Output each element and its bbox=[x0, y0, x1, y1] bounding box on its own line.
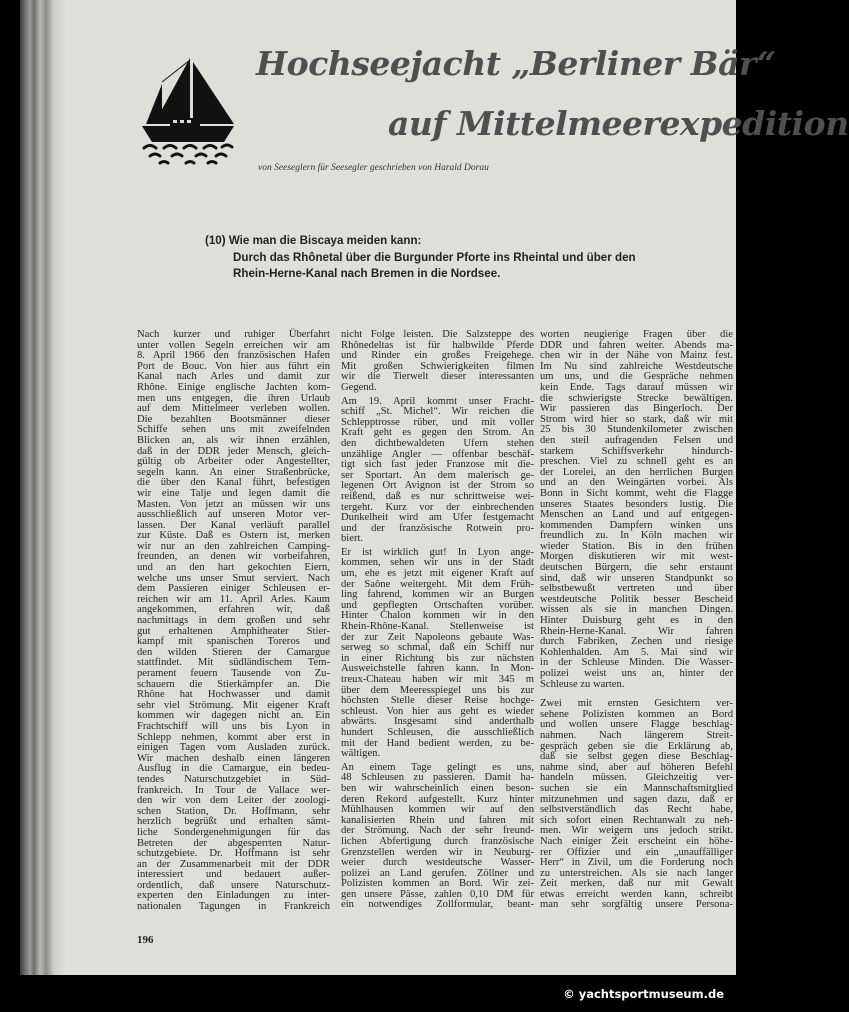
text-line: worten neugierige Fragen über die bbox=[540, 329, 733, 340]
text-line: reichen wir am 11. April Arles. Kaum bbox=[137, 593, 330, 605]
article-title-line-2: auf Mittelmeerexpedition bbox=[388, 104, 849, 143]
text-line: ben wir wahrscheinlich einen beson- bbox=[341, 782, 534, 794]
sailing-ship-icon bbox=[140, 52, 235, 164]
text-line: ausschließlich auf unseren Motor ver- bbox=[137, 509, 330, 521]
text-line: den wilden Stieren der Camargue bbox=[137, 646, 330, 658]
text-line: Dunkelheit wird am Ufer festgemacht bbox=[341, 512, 534, 524]
text-line: kommen wir dagegen nicht an. Ein bbox=[137, 710, 330, 722]
text-line: segeln kann. An einer Straßenbrücke, bbox=[137, 466, 330, 478]
text-line: weier durch westdeutsche Wasser- bbox=[341, 857, 534, 869]
text-line: und wollen unsere Flagge beschlag- bbox=[540, 719, 733, 731]
text-line: Betreten der abgesperrten Natur- bbox=[137, 837, 330, 849]
text-line: welche uns unser Smut serviert. Nach bbox=[137, 572, 330, 584]
text-line: mitzunehmen und sagen dazu, daß er bbox=[540, 793, 733, 805]
text-line: deutschen Bürgern, die sehr erstaunt bbox=[540, 562, 733, 574]
text-line: Am 19. April kommt unser Fracht- bbox=[341, 395, 534, 407]
text-line: Rhein-Rhône-Kanal. Stellenweise ist bbox=[341, 621, 534, 633]
paragraph bbox=[540, 699, 733, 911]
text-line: selbstverständlich das Recht habe, bbox=[540, 804, 733, 816]
text-line: tergeht. Kurz vor der einbrechenden bbox=[341, 501, 534, 513]
text-line: DDR und fahren weiter. Abends ma- bbox=[540, 339, 733, 351]
text-line: und Rinder ein großes Freigehege. bbox=[341, 350, 534, 362]
text-line: der zur Zeit Napoleons gebaute Was- bbox=[341, 631, 534, 643]
text-line: den wir von dem Leiter der zoologi- bbox=[137, 795, 330, 807]
text-line: den dichtbewaldeten Ufern stehen bbox=[341, 437, 534, 449]
text-line: unzählige Angler — offenbar beschäf- bbox=[341, 448, 534, 460]
text-line: perament feuern Tausende von Zu- bbox=[137, 668, 330, 679]
text-line: deren Rekord aufgestellt. Kurz hinter bbox=[341, 793, 534, 805]
text-line: lichen Abfertigung durch französische bbox=[341, 835, 534, 847]
section-heading bbox=[205, 233, 636, 283]
text-line: wir nur an den zahlreichen Camping- bbox=[137, 540, 330, 552]
text-line: serweg so schmal, daß ein Schiff nur bbox=[341, 642, 534, 654]
text-line: Rhein-Herne-Kanal. Wir fahren bbox=[540, 625, 733, 637]
text-line: legenen Ort Avignon ist der Strom so bbox=[341, 480, 534, 492]
text-line: über dem Meeresspiegel uns bis zur bbox=[341, 684, 534, 696]
text-line: schauern die Stierkämpfer an. Die bbox=[137, 678, 330, 690]
text-line: Grenzstellen werden wir in Neuburg- bbox=[341, 846, 534, 858]
text-line: men uns entgegen, die ihren Urlaub bbox=[137, 392, 330, 404]
text-line: lassen. Der Kanal verläuft parallel bbox=[137, 519, 330, 531]
text-line: tigt sich fast jeder Franzose mit die- bbox=[341, 459, 534, 471]
text-line: Wir machen deshalb einen längeren bbox=[137, 752, 330, 764]
text-line: angekommen, erfahren wir, daß bbox=[137, 604, 330, 616]
text-line: der Strömung. Nach der sehr freund- bbox=[341, 825, 534, 837]
text-line: Port de Bouc. Von hier aus führt ein bbox=[137, 360, 330, 372]
text-line: Zeit merken, daß nur mit Gewalt bbox=[540, 878, 733, 890]
text-line: Im Nu sind zahlreiche Westdeutsche bbox=[540, 360, 733, 372]
paragraph bbox=[341, 397, 534, 545]
section-number-title: (10) Wie man die Biscaya meiden kann: bbox=[205, 234, 422, 247]
text-line: Menschen an Land und auf entgegen- bbox=[540, 509, 733, 521]
text-line: Kanal nach Arles und damit zur bbox=[137, 371, 330, 383]
text-line: Herr“ in Zivil, um die Forderung noch bbox=[540, 857, 733, 869]
text-line: 8. April 1966 den französischen Hafen bbox=[137, 350, 330, 362]
text-line: ordentlich, daß unsere Naturschutz- bbox=[137, 879, 330, 891]
text-line: handeln müssen. Gleichzeitig ver- bbox=[540, 772, 733, 784]
text-line: hundert Schleusen, die ausschließlich bbox=[341, 726, 534, 738]
text-line: nachmittags in dem großen und sehr bbox=[137, 615, 330, 627]
text-line: selbstbewußt vertreten und über bbox=[540, 583, 733, 595]
text-line: mit der Hand bedient werden, zu be- bbox=[341, 737, 534, 749]
text-line: sehr viel Strömung. Mit eigener Kraft bbox=[137, 699, 330, 711]
text-line: und an den Weingärten vorbei. Als bbox=[540, 477, 733, 489]
text-line: und an den hart gekochten Eiern, bbox=[137, 562, 330, 574]
text-line: auf dem Mittelmeer verleben wollen. bbox=[137, 403, 330, 415]
text-line: in der Schleuse Minden. Die Wasser- bbox=[540, 657, 733, 669]
text-line: nahme sind, aber auf höheren Befehl bbox=[540, 761, 733, 773]
text-line: den steil aufragenden Felsen und bbox=[540, 434, 733, 446]
text-line: freunden, an denen wir vorbeifahren, bbox=[137, 551, 330, 563]
text-line: Polizisten kommen an Bord. Wir zei- bbox=[341, 878, 534, 890]
text-line: westdeutsche Politik besser Bescheid bbox=[540, 593, 733, 605]
text-line: ein notwendiges Zollformular, beant- bbox=[341, 899, 534, 911]
text-line: zur Küste. Daß es Ostern ist, merken bbox=[137, 530, 330, 542]
text-line: Die bezahlten Bootsmänner dieser bbox=[137, 413, 330, 425]
text-line: Mit großen Schwierigkeiten filmen bbox=[341, 360, 534, 372]
text-line: abwärts. Insgesamt sind anderthalb bbox=[341, 716, 534, 728]
text-line: wissen als sie in manchen Dingen. bbox=[540, 604, 733, 616]
text-line: nicht Folge leisten. Die Salzsteppe des bbox=[341, 329, 534, 340]
text-line: Kohlenhalden. Am 5. Mai sind wir bbox=[540, 646, 733, 658]
text-line: starkem Schiffsverkehr hindurch- bbox=[540, 445, 733, 457]
text-line: sehene Polizisten kommen an Bord bbox=[540, 708, 733, 720]
text-line: treux-Chateau haben wir mit 345 m bbox=[341, 674, 534, 685]
text-line: gültig ob Arbeiter oder Angestellter, bbox=[137, 456, 330, 468]
text-line: Mühlhausen kommen wir auf den bbox=[341, 804, 534, 816]
text-line: polizei an Land gerufen. Zöllner und bbox=[341, 867, 534, 879]
text-line: nahmen. Nach längerem Streit- bbox=[540, 729, 733, 741]
text-line: frankreich. In Tour de Vallace wer- bbox=[137, 784, 330, 796]
text-line: sich sofort einen Rechtanwalt zu neh- bbox=[540, 814, 733, 826]
text-line: um uns, und die Gespräche nehmen bbox=[540, 371, 733, 383]
text-line: durch Fabriken, Zechen und riesige bbox=[540, 636, 733, 648]
text-line: wir die Tierwelt dieser interessanten bbox=[341, 371, 534, 383]
text-line: die schwierigste Strecke bewältigen. bbox=[540, 392, 733, 404]
paragraph bbox=[341, 330, 534, 394]
text-line: Kraft geht es gegen den Strom. An bbox=[341, 427, 534, 439]
article-title-line-1: Hochseejacht „Berliner Bär“ bbox=[256, 44, 776, 83]
page-number: 196 bbox=[137, 934, 154, 946]
text-line: Wir passieren das Bingerloch. Der bbox=[540, 403, 733, 415]
text-line: wältigen. bbox=[341, 748, 381, 760]
text-line: kommenden Dampfern winken uns bbox=[540, 519, 733, 531]
text-line: Zwei mit ernsten Gesichtern ver- bbox=[540, 698, 733, 710]
text-line: um, ehe es jetzt mit eigener Kraft auf bbox=[341, 568, 534, 580]
text-line: 48 Schleusen zu passieren. Damit ha- bbox=[341, 772, 534, 784]
text-line: Schleuse zu warten. bbox=[540, 678, 625, 690]
copyright-notice: © yachtsportmuseum.de bbox=[563, 987, 724, 1001]
text-line: schutzgebiete. Dr. Hoffmann ist sehr bbox=[137, 848, 330, 860]
text-line: etwas erreicht werden kann, schreibt bbox=[540, 888, 733, 900]
text-line: kanalisierten Rhein und fahren mit bbox=[341, 814, 534, 826]
text-line: und der französische Rotwein pro- bbox=[341, 522, 534, 534]
magazine-page bbox=[20, 0, 849, 975]
text-line: tendes Naturschutzgebiet in Süd- bbox=[137, 773, 330, 785]
text-column-3 bbox=[540, 330, 733, 914]
text-line: Gegend. bbox=[341, 381, 377, 393]
text-line: die über den Kanal führt, befestigen bbox=[137, 477, 330, 489]
text-line: Hinter Duisburg geht es in den bbox=[540, 615, 733, 627]
paragraph bbox=[341, 763, 534, 911]
text-line: Er ist wirklich gut! In Lyon ange- bbox=[341, 546, 534, 558]
text-line: gut erhaltenen Amphitheater Stier- bbox=[137, 625, 330, 637]
text-line: zu unterstreichen. Als sie nach langer bbox=[540, 867, 733, 879]
text-column-1 bbox=[137, 330, 330, 916]
paragraph bbox=[540, 330, 733, 690]
text-line: polizei weist uns an, hinter der bbox=[540, 668, 733, 679]
text-line: Frachtschiff will uns bis Lyon in bbox=[137, 720, 330, 732]
text-line: unter vollen Segeln erreichen wir am bbox=[137, 339, 330, 351]
text-line: dem Passieren einiger Schleusen er- bbox=[137, 583, 330, 595]
text-line: ling fahrend, kommen wir an Burgen bbox=[341, 589, 534, 601]
text-line: rer Offizier und ein „unauffälliger bbox=[540, 846, 733, 858]
text-line: Ausflug in die Camargue, ein bedeu- bbox=[137, 763, 330, 775]
text-line: man sehr sorgfältig unsere Persona- bbox=[540, 899, 733, 911]
text-line: suchen sie ein Mannschaftsmitglied bbox=[540, 782, 733, 794]
text-line: herzlich begrüßt und erhalten sämt- bbox=[137, 816, 330, 828]
paragraph bbox=[341, 548, 534, 760]
text-line: gen unsere Pässe, zahlen 0,10 DM für bbox=[341, 888, 534, 900]
text-line: kein Ende. Tags darauf müssen wir bbox=[540, 381, 733, 393]
byline: von Seeseglern für Seesegler geschrieben von Harald Dorau bbox=[258, 163, 489, 173]
text-line: der Saône weitergeht. Mit dem Früh- bbox=[341, 578, 534, 590]
text-line: biert. bbox=[341, 533, 364, 545]
text-line: freundlich zu. In Köln machen wir bbox=[540, 530, 733, 542]
paragraph bbox=[137, 330, 330, 913]
text-line: Rhône. Einige englische Jachten kom- bbox=[137, 381, 330, 393]
text-line: höchsten Stelle dieser Reise hochge- bbox=[341, 695, 534, 707]
text-line: Masten. Von jetzt an müssen wir uns bbox=[137, 498, 330, 510]
text-line: sind, daß wir unseren Standpunkt so bbox=[540, 572, 733, 584]
text-line: wir eine Talje und legen damit die bbox=[137, 487, 330, 499]
text-line: schen Station, Dr. Hoffmann, sehr bbox=[137, 805, 330, 817]
text-line: Bonn in Sicht kommt, weht die Flagge bbox=[540, 487, 733, 499]
text-line: einigen Tagen vom Ausladen zurück. bbox=[137, 742, 330, 754]
text-line: gespräch geben sie die Erklärung ab, bbox=[540, 740, 733, 752]
section-subtitle-line-1: Durch das Rhônetal über die Burgunder Pforte ins Rheintal und über den bbox=[233, 250, 636, 264]
text-line: preschen. Viel zu schnell geht es an bbox=[540, 456, 733, 468]
text-line: Nach einiger Zeit erscheint ein höhe- bbox=[540, 835, 733, 847]
text-line: kampf mit spanischen Toreros und bbox=[137, 636, 330, 648]
section-subtitle-line-2: Rhein-Herne-Kanal nach Bremen in die Nordsee. bbox=[233, 267, 501, 280]
text-line: Rhônedeltas ist für halbwilde Pferde bbox=[341, 339, 534, 351]
text-line: schleust. Von hier aus geht es wieder bbox=[341, 705, 534, 717]
text-line: daß sie selbst gegen diese Beschlag- bbox=[540, 751, 733, 763]
text-line: An einem Tage gelingt es uns, bbox=[341, 761, 534, 773]
text-line: interessiert und bedauert außer- bbox=[137, 869, 330, 881]
text-line: schiff „St. Michel“. Wir reichen die bbox=[341, 406, 534, 418]
text-line: Nach kurzer und ruhiger Überfahrt bbox=[137, 329, 330, 340]
text-line: men. Wir weigern uns jedoch strikt. bbox=[540, 825, 733, 837]
text-line: Schiffe sehen uns mit zweifelnden bbox=[137, 424, 330, 436]
text-line: Rhône hat Hochwasser und damit bbox=[137, 689, 330, 701]
text-line: der Lorelei, an den herrlichen Burgen bbox=[540, 466, 733, 478]
text-line: kommen, sehen wir uns in der Stadt bbox=[341, 557, 534, 569]
text-line: unseres Staates besonders lustig. Die bbox=[540, 498, 733, 510]
text-line: nationalen Tagungen in Frankreich bbox=[137, 901, 330, 913]
text-line: chen wir in der Nähe von Mainz fest. bbox=[540, 350, 733, 362]
text-line: reißend, daß es nur schrittweise wei- bbox=[341, 490, 534, 502]
text-line: wieder Station. Bis in den frühen bbox=[540, 540, 733, 552]
text-line: und gepflegten Ortschaften vorüber. bbox=[341, 599, 534, 611]
text-line: Schlepptrosse rüber, und mit voller bbox=[341, 416, 534, 428]
text-line: daß in der DDR jeder Mensch, gleich- bbox=[137, 445, 330, 457]
text-line: Blicken an, als wir ihnen erzählen, bbox=[137, 434, 330, 446]
text-line: Ausweichstelle fahren kann. In Mon- bbox=[341, 663, 534, 675]
text-line: Morgen diskutieren wir mit west- bbox=[540, 551, 733, 563]
text-line: ser Sportart. An dem malerisch ge- bbox=[341, 469, 534, 481]
text-line: stattfindet. Mit südländischem Tem- bbox=[137, 657, 330, 669]
text-line: liche Sondergenehmigungen für das bbox=[137, 826, 330, 838]
text-line: experten den Einladungen zu inter- bbox=[137, 890, 330, 902]
text-line: Hinter Chalon kommen wir in den bbox=[341, 610, 534, 622]
text-column-2 bbox=[341, 330, 534, 914]
text-line: Strom wird hier so stark, daß wir mit bbox=[540, 413, 733, 425]
text-line: 25 bis 30 Stundenkilometer zwischen bbox=[540, 424, 733, 436]
text-line: Schlepp nehmen, kommt aber erst in bbox=[137, 731, 330, 743]
text-line: an der Zusammenarbeit mit der DDR bbox=[137, 858, 330, 870]
text-line: in einer Richtung bis zur nächsten bbox=[341, 652, 534, 664]
